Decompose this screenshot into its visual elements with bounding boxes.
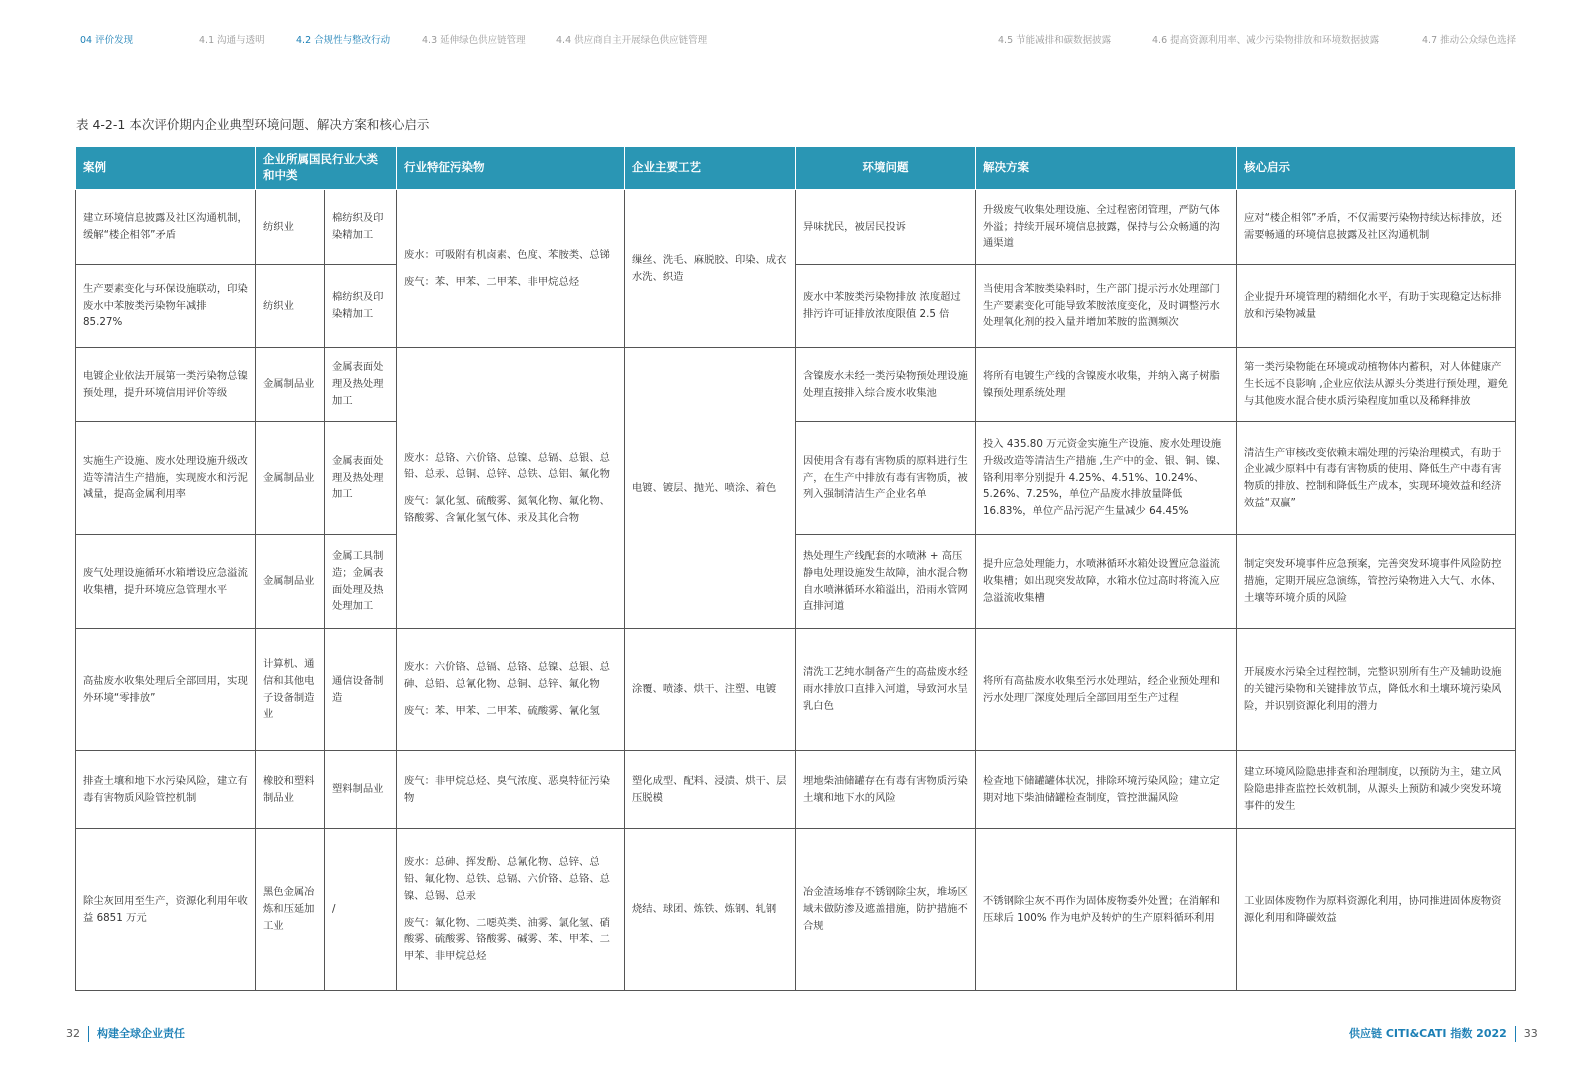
process-cell: 电镀、镀层、抛光、喷涂、着色 [625,348,796,629]
nav-item-4-5[interactable]: 4.5 节能减排和碳数据披露 [998,35,1112,46]
pollutants-water: 废水：六价铬、总镉、总铬、总镍、总银、总砷、总铅、总氰化物、总铜、总锌、氟化物 [404,661,610,691]
insight-cell: 开展废水污染全过程控制，完整识别所有生产及辅助设施的关键污染物和关键排放节点，降低水和土壤环境污染风险，并识别资源化利用的潜力 [1237,629,1516,751]
nav-section-label[interactable]: 04 评价发现 [80,35,134,46]
solution-cell: 将所有高盐废水收集至污水处理站，经企业预处理和污水处理厂深度处理后全部回用至生产过程 [976,629,1237,751]
case-cell: 生产要素变化与环保设施联动，印染废水中苯胺类污染物年减排 85.27% [76,265,256,348]
pollutants-gas: 废气：氯化氢、硫酸雾、氮氧化物、氟化物、铬酸雾、含氰化氢气体、汞及其化合物 [404,495,610,524]
process-cell: 涂覆、喷漆、烘干、注塑、电镀 [625,629,796,751]
footer-divider [1515,1026,1516,1042]
insight-cell: 制定突发环境事件应急预案，完善突发环境事件风险防控措施，定期开展应急演练，管控污染物进入大气、水体、土壤等环境介质的风险 [1237,535,1516,629]
industry-major-cell: 纺织业 [256,265,325,348]
solution-cell: 检查地下储罐罐体状况，排除环境污染风险；建立定期对地下柴油储罐检查制度，管控泄漏风险 [976,751,1237,829]
header-case: 案例 [76,147,256,190]
footer-right [1349,1025,1538,1042]
pollutants-cell: 废气：非甲烷总烃、臭气浓度、恶臭特征污染物 [397,751,625,829]
case-cell: 电镀企业依法开展第一类污染物总镍预处理，提升环境信用评价等级 [76,348,256,422]
solution-cell: 将所有电镀生产线的含镍废水收集，并纳入离子树脂镍预处理系统处理 [976,348,1237,422]
table-caption: 表 4-2-1 本次评价期内企业典型环境问题、解决方案和核心启示 [76,117,430,132]
industry-minor-cell: 棉纺织及印染精加工 [325,190,397,265]
header-insight: 核心启示 [1237,147,1516,190]
industry-minor-cell: 金属表面处理及热处理加工 [325,348,397,422]
insight-cell: 第一类污染物能在环境或动植物体内蓄积，对人体健康产生长远不良影响 ,企业应依法从源头分类进行预处理，避免与其他废水混合使水质污染程度加重以及稀释排放 [1237,348,1516,422]
solution-cell: 提升应急处理能力，水喷淋循环水箱处设置应急溢流收集槽；如出现突发故障，水箱水位过高时将流入应急溢流收集槽 [976,535,1237,629]
issue-cell: 废水中苯胺类污染物排放 浓度超过排污许可证排放浓度限值 2.5 倍 [796,265,976,348]
insight-cell: 清洁生产审核改变依赖末端处理的污染治理模式，有助于企业减少原料中有毒有害物质的使用、降低生产中毒有害物质的排放、控制和降低生产成本，实现环境效益和经济效益“双赢” [1237,422,1516,535]
table-header-row [76,147,1516,190]
table-row [76,348,1516,422]
pollutants-cell [397,829,625,991]
header-issue: 环境问题 [796,147,976,190]
issue-cell: 异味扰民，被居民投诉 [796,190,976,265]
table-row [76,535,1516,629]
pollutants-gas: 废气：苯、甲苯、二甲苯、非甲烷总烃 [404,275,580,288]
header-process: 企业主要工艺 [625,147,796,190]
process-cell: 塑化成型、配料、浸渍、烘干、层压脱模 [625,751,796,829]
insight-cell: 工业固体废物作为原料资源化利用，协同推进固体废物资源化利用和降碳效益 [1237,829,1516,991]
industry-minor-cell: / [325,829,397,991]
industry-major-cell: 计算机、通信和其他电子设备制造业 [256,629,325,751]
header-pollutants: 行业特征污染物 [397,147,625,190]
solution-cell: 不锈钢除尘灰不再作为固体废物委外处置；在消解和压球后 100% 作为电炉及转炉的生产原料循环利用 [976,829,1237,991]
solution-cell: 投入 435.80 万元资金实施生产设施、废水处理设施升级改造等清洁生产措施 ,生产中的金、银、铜、镍、铬利用率分别提升 4.25%、4.51%、10.24%、5.26%、7.25%，单位产品废水排放量降低 16.83%，单位产品污泥产生量减少 64.45% [976,422,1237,535]
industry-minor-cell: 金属表面处理及热处理加工 [325,422,397,535]
case-cell: 建立环境信息披露及社区沟通机制，缓解“楼企相邻”矛盾 [76,190,256,265]
industry-major-cell: 橡胶和塑料制品业 [256,751,325,829]
footer-left [66,1025,185,1042]
insight-cell: 应对“楼企相邻”矛盾，不仅需要污染物持续达标排放，还需要畅通的环境信息披露及社区沟通机制 [1237,190,1516,265]
industry-minor-cell: 棉纺织及印染精加工 [325,265,397,348]
industry-minor-cell: 通信设备制造 [325,629,397,751]
case-cell: 废气处理设施循环水箱增设应急溢流收集槽，提升环境应急管理水平 [76,535,256,629]
industry-major-cell: 黑色金属冶炼和压延加工业 [256,829,325,991]
process-cell: 缫丝、洗毛、麻脱胶、印染、成衣水洗、织造 [625,190,796,348]
industry-major-cell: 纺织业 [256,190,325,265]
footer-left-title: 构建全球企业责任 [97,1027,185,1040]
case-cell: 实施生产设施、废水处理设施升级改造等清洁生产措施，实现废水和污泥减量，提高金属利用率 [76,422,256,535]
pollutants-cell [397,190,625,348]
industry-major-cell: 金属制品业 [256,535,325,629]
table-row [76,265,1516,348]
page-number-right: 33 [1523,1027,1538,1040]
pollutants-cell [397,348,625,629]
pollutants-cell [397,629,625,751]
table-row [76,829,1516,991]
insight-cell: 企业提升环境管理的精细化水平，有助于实现稳定达标排放和污染物减量 [1237,265,1516,348]
header-solution: 解决方案 [976,147,1237,190]
top-navigation [0,32,1587,48]
insight-cell: 建立环境风险隐患排查和治理制度，以预防为主，建立风险隐患排查监控长效机制，从源头上预防和减少突发环境事件的发生 [1237,751,1516,829]
industry-major-cell: 金属制品业 [256,422,325,535]
process-cell: 烧结、球团、炼铁、炼钢、轧钢 [625,829,796,991]
industry-major-cell: 金属制品业 [256,348,325,422]
pollutants-gas: 废气：苯、甲苯、二甲苯、硫酸雾、氰化氢 [404,704,600,717]
issue-cell: 含镍废水未经一类污染物预处理设施处理直接排入综合废水收集池 [796,348,976,422]
table-row [76,751,1516,829]
issue-cell: 因使用含有毒有害物质的原料进行生产，在生产中排放有毒有害物质，被列入强制清洁生产企业名单 [796,422,976,535]
footer-divider [88,1026,89,1042]
nav-item-4-6[interactable]: 4.6 提高资源利用率、减少污染物排放和环境数据披露 [1152,35,1380,46]
issue-cell: 清洗工艺纯水制备产生的高盐废水经雨水排放口直排入河道，导致河水呈乳白色 [796,629,976,751]
issue-cell: 埋地柴油储罐存在有毒有害物质污染土壤和地下水的风险 [796,751,976,829]
page-number-left: 32 [66,1027,80,1040]
table-row [76,629,1516,751]
table-row [76,422,1516,535]
pollutants-water: 废水：总砷、挥发酚、总氰化物、总锌、总铅、氟化物、总铁、总镉、六价铬、总铬、总镍、总锡、总汞 [404,856,610,902]
nav-item-4-7[interactable]: 4.7 推动公众绿色选择 [1422,35,1517,46]
environmental-issues-table [75,146,1516,991]
table-row [76,190,1516,265]
nav-item-4-3[interactable]: 4.3 延伸绿色供应链管理 [422,35,526,46]
issue-cell: 冶金渣场堆存不锈钢除尘灰，堆场区域未做防渗及遮盖措施，防护措施不合规 [796,829,976,991]
pollutants-water: 废水：可吸附有机卤素、色度、苯胺类、总锑 [404,248,610,261]
pollutants-gas: 废气：氟化物、二噁英类、油雾、氯化氢、硝酸雾、硫酸雾、铬酸雾、碱雾、苯、甲苯、二甲苯、非甲烷总烃 [404,916,610,962]
pollutants-water: 废水：总铬、六价铬、总镍、总镉、总银、总铅、总汞、总铜、总锌、总铁、总铝、氟化物 [404,451,610,481]
nav-item-4-1[interactable]: 4.1 沟通与透明 [199,35,265,46]
case-cell: 除尘灰回用至生产，资源化利用年收益 6851 万元 [76,829,256,991]
industry-minor-cell: 金属工具制造；金属表面处理及热处理加工 [325,535,397,629]
header-industry: 企业所属国民行业大类和中类 [256,147,397,190]
nav-item-4-4[interactable]: 4.4 供应商自主开展绿色供应链管理 [556,35,708,46]
issue-cell: 热处理生产线配套的水喷淋 + 高压静电处理设施发生故障，油水混合物自水喷淋循环水箱溢出，沿雨水管网直排河道 [796,535,976,629]
case-cell: 高盐废水收集处理后全部回用，实现外环境“零排放” [76,629,256,751]
solution-cell: 升级废气收集处理设施、全过程密闭管理，严防气体外溢；持续开展环境信息披露，保持与公众畅通的沟通渠道 [976,190,1237,265]
footer-right-title: 供应链 CITI&CATI 指数 2022 [1349,1027,1507,1040]
industry-minor-cell: 塑料制品业 [325,751,397,829]
solution-cell: 当使用含苯胺类染料时，生产部门提示污水处理部门生产要素变化可能导致苯胺浓度变化，及时调整污水处理氧化剂的投入量并增加苯胺的监测频次 [976,265,1237,348]
nav-item-4-2[interactable]: 4.2 合规性与整改行动 [296,35,391,46]
case-cell: 排查土壤和地下水污染风险，建立有毒有害物质风险管控机制 [76,751,256,829]
